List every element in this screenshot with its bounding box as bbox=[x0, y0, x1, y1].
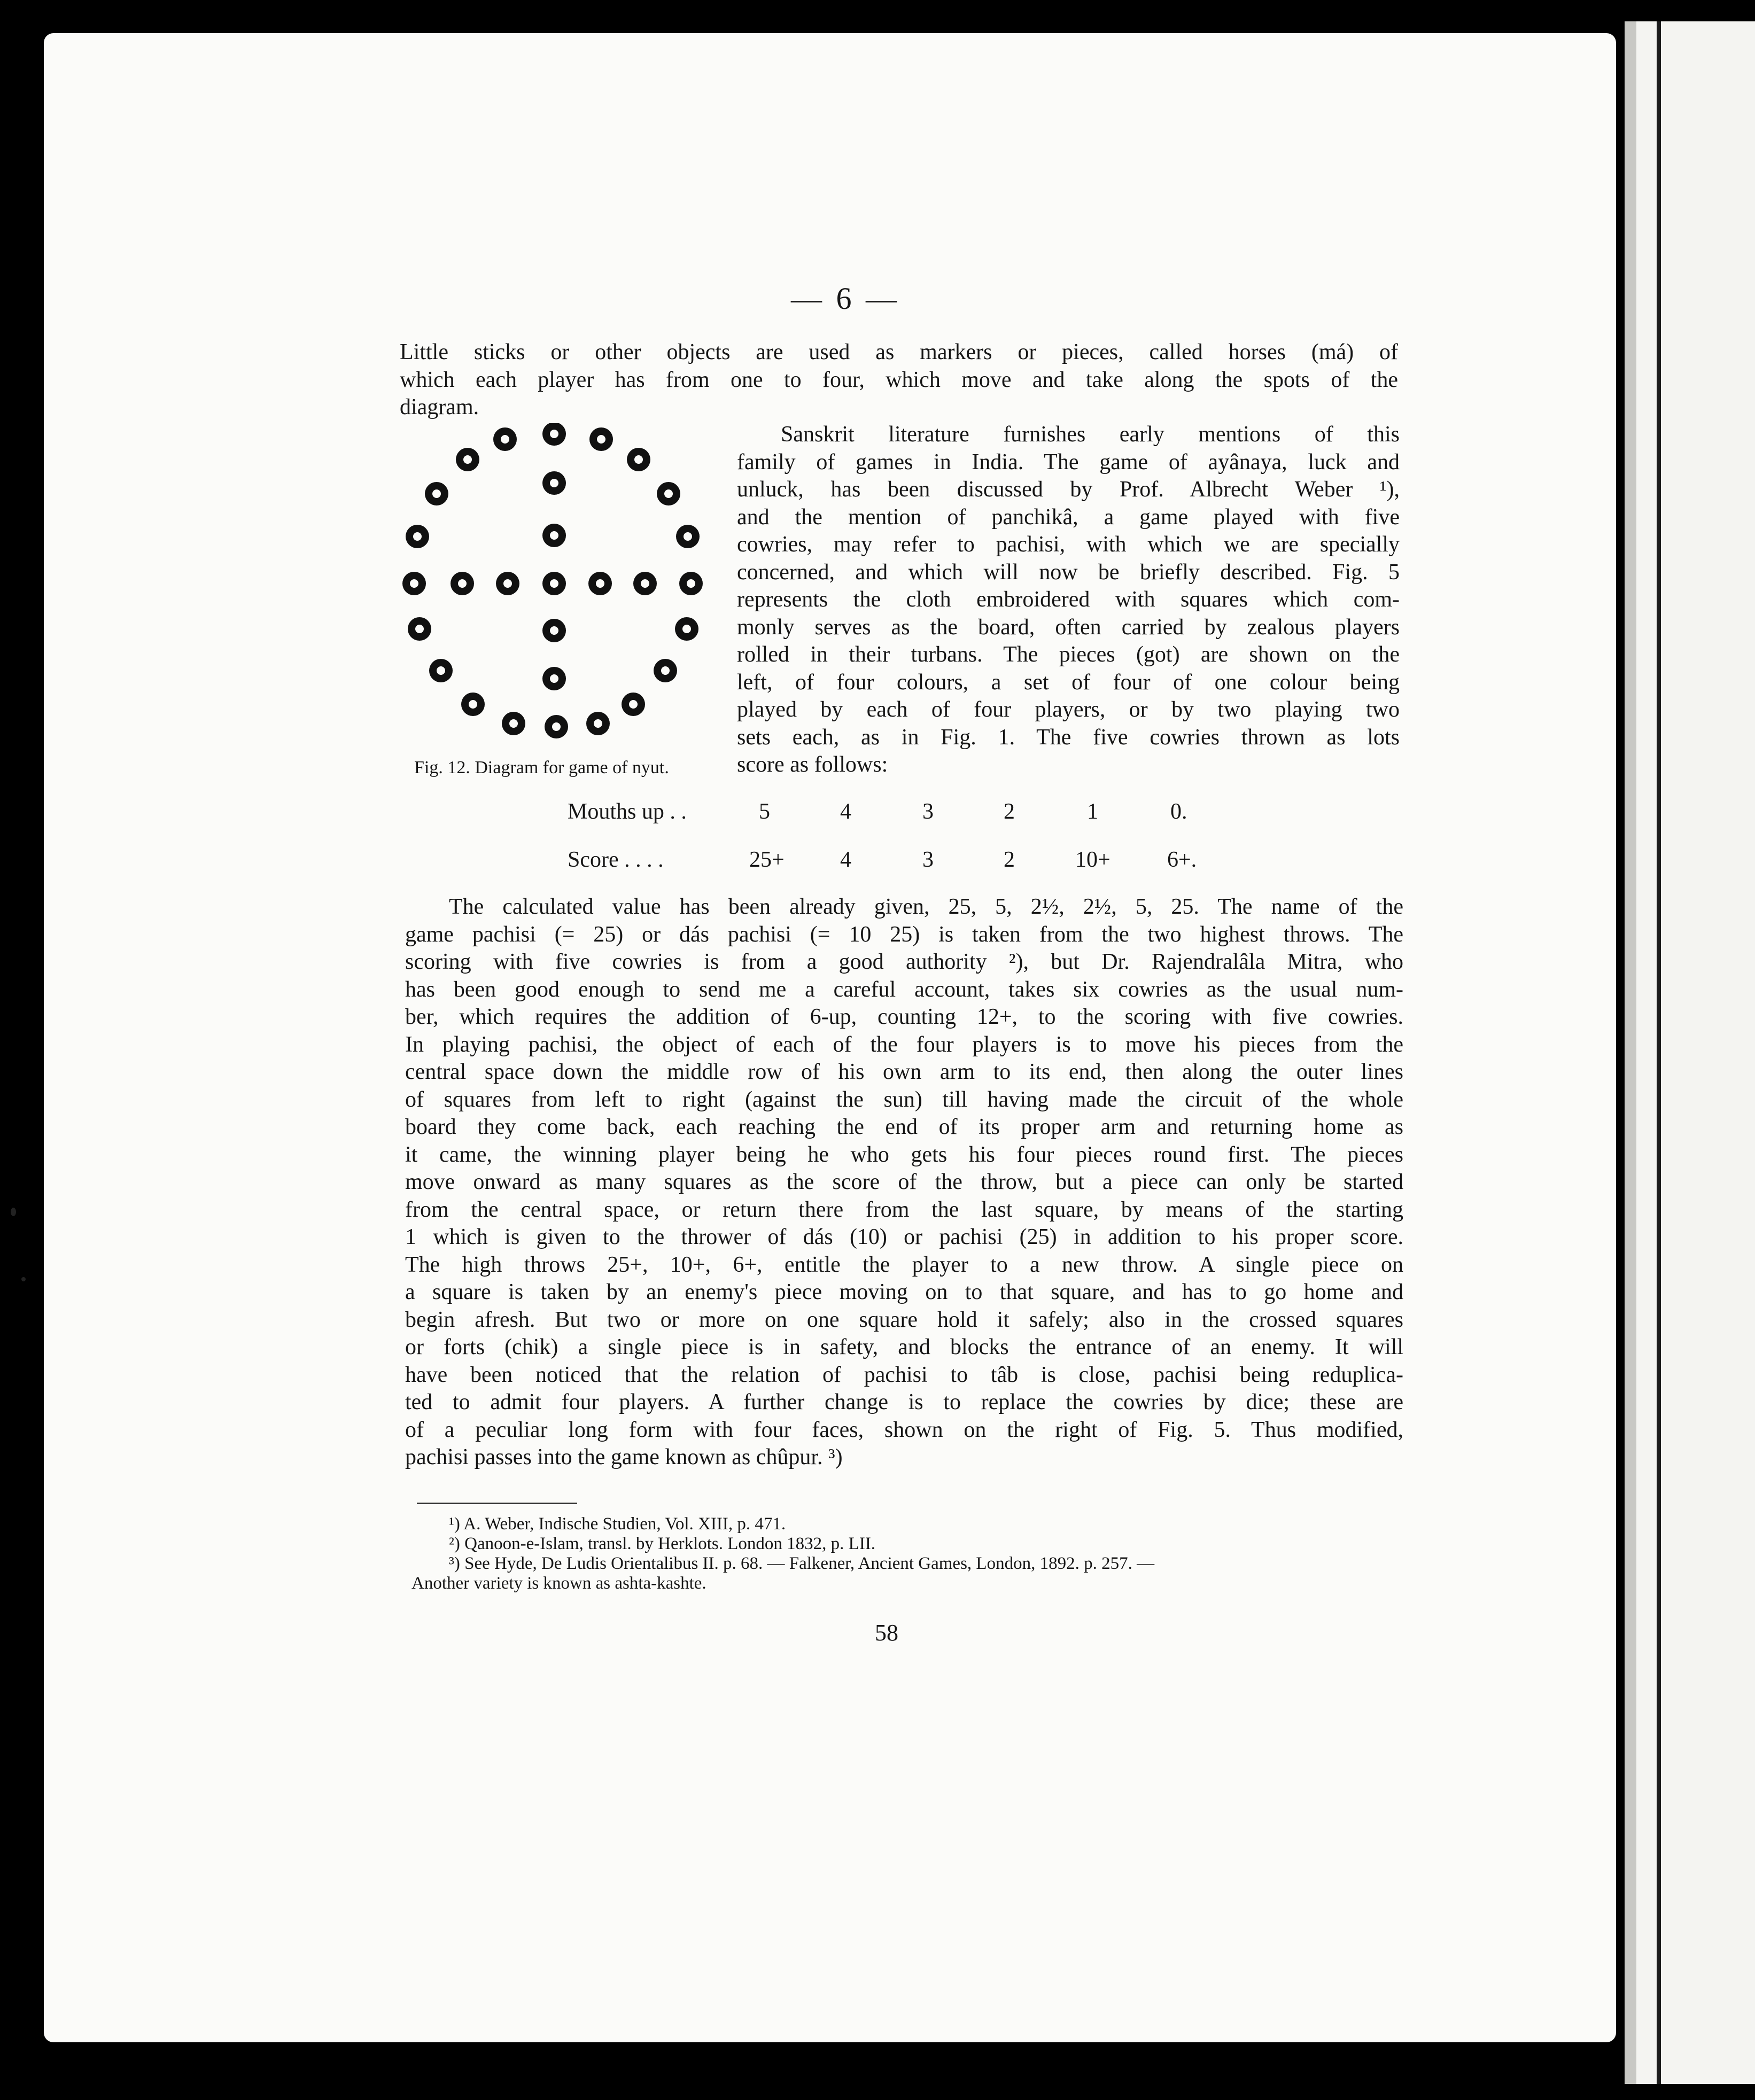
footnote: Another variety is known as ashta-kashte. bbox=[411, 1574, 706, 1593]
adjacent-page-edge bbox=[1625, 21, 1755, 2084]
main-line: scoring with five cowries is from a good authority ²), but Dr. Rajendralâla Mitra, who bbox=[405, 950, 1403, 974]
side-line: and the mention of panchikâ, a game played with five bbox=[737, 504, 1400, 530]
footnote: ³) See Hyde, De Ludis Orientalibus II. p. 68. — Falkener, Ancient Games, London, 1892. p. 257. — bbox=[449, 1554, 1155, 1573]
side-line: rolled in their turbans. The pieces (got) are shown on the bbox=[737, 642, 1400, 667]
table-cell: 3 bbox=[922, 799, 934, 824]
main-line: game pachisi (= 25) or dás pachisi (= 10 25) is taken from the two highest throws. The bbox=[405, 922, 1403, 947]
table-cell: 2 bbox=[1004, 847, 1015, 872]
side-line: played by each of four players, or by two playing two bbox=[737, 697, 1400, 722]
intro-line: which each player has from one to four, which move and take along the spots of the bbox=[400, 367, 1398, 392]
intro-line: diagram. bbox=[400, 395, 479, 419]
main-line: 1 which is given to the thrower of dás (10) or pachisi (25) in addition to his proper score. bbox=[405, 1225, 1403, 1249]
table-cell: 5 bbox=[759, 799, 770, 824]
scan-speck bbox=[21, 1277, 26, 1281]
intro-line: Little sticks or other objects are used as markers or pieces, called horses (má) of bbox=[400, 340, 1398, 364]
table-cell: 0. bbox=[1170, 799, 1187, 824]
nyut-diagram bbox=[398, 423, 713, 744]
side-line: Sanskrit literature furnishes early mentions of this bbox=[781, 422, 1400, 447]
side-line: left, of four colours, a set of four of one colour being bbox=[737, 670, 1400, 695]
table-cell: 10+ bbox=[1075, 847, 1111, 872]
main-line: of a peculiar long form with four faces, shown on the right of Fig. 5. Thus modified, bbox=[405, 1417, 1403, 1442]
main-line: from the central space, or return there from the last square, by means of the starting bbox=[405, 1197, 1403, 1222]
side-line: sets each, as in Fig. 1. The five cowries thrown as lots bbox=[737, 725, 1400, 750]
main-line: it came, the winning player being he who gets his four pieces round first. The pieces bbox=[405, 1142, 1403, 1167]
main-line: ber, which requires the addition of 6-up, counting 12+, to the scoring with five cowries. bbox=[405, 1005, 1403, 1029]
main-line: ted to admit four players. A further change is to replace the cowries by dice; these are bbox=[405, 1390, 1403, 1414]
footnote: ²) Qanoon-e-Islam, transl. by Herklots. London 1832, p. LII. bbox=[449, 1534, 876, 1553]
side-line: family of games in India. The game of ayânaya, luck and bbox=[737, 449, 1400, 475]
side-line: score as follows: bbox=[737, 752, 888, 777]
row-label: Score . . . . bbox=[568, 847, 664, 872]
side-line: unluck, has been discussed by Prof. Albrecht Weber ¹), bbox=[737, 477, 1400, 502]
main-line: has been good enough to send me a careful account, takes six cowries as the usual num- bbox=[405, 977, 1403, 1002]
footnotes bbox=[411, 1514, 1373, 1593]
side-line: monly serves as the board, often carried by zealous players bbox=[737, 615, 1400, 640]
row-label: Mouths up . . bbox=[568, 799, 687, 824]
intro-paragraph bbox=[400, 339, 1398, 422]
main-line: The calculated value has been already given, 25, 5, 2½, 2½, 5, 25. The name of the bbox=[449, 895, 1403, 919]
side-line: represents the cloth embroidered with squares which com- bbox=[737, 587, 1400, 612]
main-line: begin afresh. But two or more on one square hold it safely; also in the crossed squares bbox=[405, 1307, 1403, 1332]
main-line: In playing pachisi, the object of each of the four players is to move his pieces from the bbox=[405, 1032, 1403, 1057]
table-cell: 2 bbox=[1004, 799, 1015, 824]
main-paragraph bbox=[405, 893, 1403, 1472]
table-cell: 6+. bbox=[1167, 847, 1197, 872]
main-line: or forts (chik) a single piece is in safety, and blocks the entrance of an enemy. It will bbox=[405, 1335, 1403, 1359]
scan-speck bbox=[11, 1208, 16, 1216]
footnote-rule bbox=[417, 1503, 577, 1504]
main-line: The high throws 25+, 10+, 6+, entitle the player to a new throw. A single piece on bbox=[405, 1252, 1403, 1277]
main-line: central space down the middle row of his own arm to its end, then along the outer lines bbox=[405, 1060, 1403, 1084]
main-line: a square is taken by an enemy's piece moving on to that square, and has to go home and bbox=[405, 1280, 1403, 1304]
figure-caption: Fig. 12. Diagram for game of nyut. bbox=[414, 758, 669, 777]
main-line: pachisi passes into the game known as chûpur. ³) bbox=[405, 1445, 843, 1469]
main-line: board they come back, each reaching the end of its proper arm and returning home as bbox=[405, 1115, 1403, 1139]
table-cell: 1 bbox=[1087, 799, 1098, 824]
table-cell: 3 bbox=[922, 847, 934, 872]
side-paragraph bbox=[737, 421, 1400, 779]
side-line: concerned, and which will now be briefly described. Fig. 5 bbox=[737, 559, 1400, 585]
page-folio: — 6 — bbox=[791, 281, 900, 316]
side-line: cowries, may refer to pachisi, with which we are specially bbox=[737, 532, 1400, 557]
main-line: have been noticed that the relation of pachisi to tâb is close, pachisi being reduplica- bbox=[405, 1362, 1403, 1387]
book-page bbox=[44, 33, 1616, 2042]
table-cell: 25+ bbox=[749, 847, 785, 872]
table-cell: 4 bbox=[840, 799, 851, 824]
main-line: of squares from left to right (against the sun) till having made the circuit of the whole bbox=[405, 1087, 1403, 1112]
table-cell: 4 bbox=[840, 847, 851, 872]
footnote: ¹) A. Weber, Indische Studien, Vol. XIII, p. 471. bbox=[449, 1514, 786, 1534]
main-line: move onward as many squares as the score of the throw, but a piece can only be started bbox=[405, 1170, 1403, 1194]
page-number: 58 bbox=[875, 1620, 898, 1646]
